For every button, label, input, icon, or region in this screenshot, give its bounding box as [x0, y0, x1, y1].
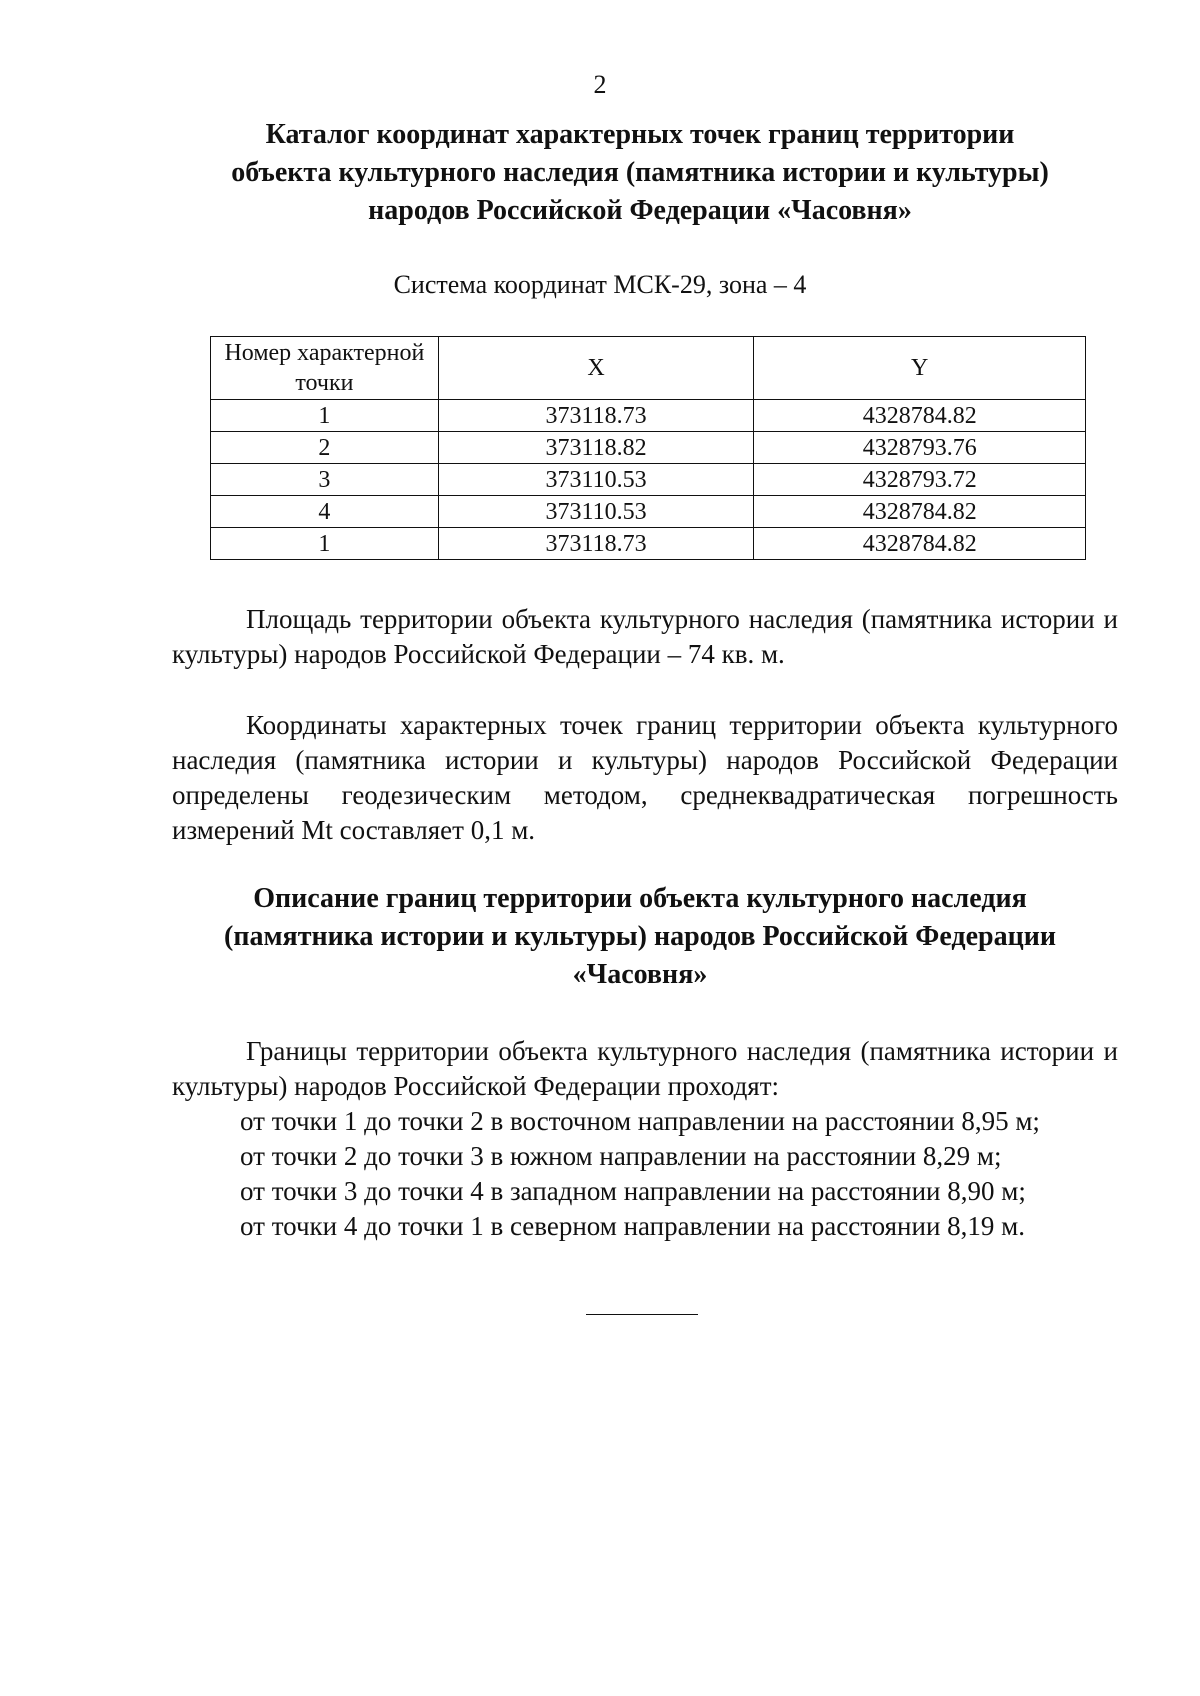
- cell-y: 4328784.82: [754, 528, 1086, 560]
- header-point-number: Номер характерной точки: [211, 337, 439, 400]
- header-y: Y: [754, 337, 1086, 400]
- boundaries-intro: Границы территории объекта культурного наследия (памятника истории и культуры) народов Российской Федерации проходят:: [172, 1036, 1118, 1101]
- cell-point-number: 4: [211, 496, 439, 528]
- table-row: [211, 464, 1086, 496]
- cell-point-number: 1: [211, 528, 439, 560]
- catalog-title-line: Каталог координат характерных точек границ территории: [265, 119, 1015, 150]
- table-row: [211, 432, 1086, 464]
- boundary-segment: от точки 4 до точки 1 в северном направлении на расстоянии 8,19 м.: [240, 1211, 1025, 1241]
- table-row: [211, 400, 1086, 432]
- end-divider: [586, 1314, 698, 1315]
- catalog-title: [200, 116, 1080, 230]
- boundary-segment: от точки 3 до точки 4 в западном направлении на расстоянии 8,90 м;: [240, 1176, 1026, 1206]
- method-paragraph: Координаты характерных точек границ территории объекта культурного наследия (памятника истории и культуры) народов Российской Федерации определены геодезическим методом, среднеквадратическая погрешность измерений Mt составляет 0,1 м.: [172, 710, 1118, 845]
- cell-point-number: 1: [211, 400, 439, 432]
- boundary-segment: от точки 1 до точки 2 в восточном направлении на расстоянии 8,95 м;: [240, 1106, 1040, 1136]
- cell-point-number: 3: [211, 464, 439, 496]
- cell-y: 4328784.82: [754, 400, 1086, 432]
- cell-y: 4328793.76: [754, 432, 1086, 464]
- cell-y: 4328784.82: [754, 496, 1086, 528]
- catalog-title-line: объекта культурного наследия (памятника истории и культуры): [231, 157, 1049, 188]
- description-title-line: Описание границ территории объекта культурного наследия: [253, 883, 1027, 914]
- cell-x: 373110.53: [438, 464, 754, 496]
- cell-x: 373110.53: [438, 496, 754, 528]
- cell-x: 373118.73: [438, 400, 754, 432]
- boundary-segment: от точки 2 до точки 3 в южном направлении на расстоянии 8,29 м;: [240, 1141, 1002, 1171]
- cell-point-number: 2: [211, 432, 439, 464]
- page-number: 2: [593, 70, 607, 99]
- cell-x: 373118.73: [438, 528, 754, 560]
- cell-y: 4328793.72: [754, 464, 1086, 496]
- description-title-line: (памятника истории и культуры) народов Российской Федерации: [224, 921, 1056, 952]
- description-title-line: «Часовня»: [572, 959, 708, 990]
- table-row: [211, 496, 1086, 528]
- table-header-row: [211, 337, 1086, 400]
- cell-x: 373118.82: [438, 432, 754, 464]
- catalog-title-line: народов Российской Федерации «Часовня»: [368, 195, 912, 226]
- boundaries-list: [240, 1104, 1140, 1244]
- area-paragraph: Площадь территории объекта культурного наследия (памятника истории и культуры) народов Российской Федерации – 74 кв. м.: [172, 604, 1118, 669]
- table-row: [211, 528, 1086, 560]
- coordinate-system: Система координат МСК-29, зона – 4: [393, 270, 807, 299]
- description-title: [200, 880, 1080, 994]
- header-x: X: [438, 337, 754, 400]
- coordinates-table: [210, 336, 1086, 560]
